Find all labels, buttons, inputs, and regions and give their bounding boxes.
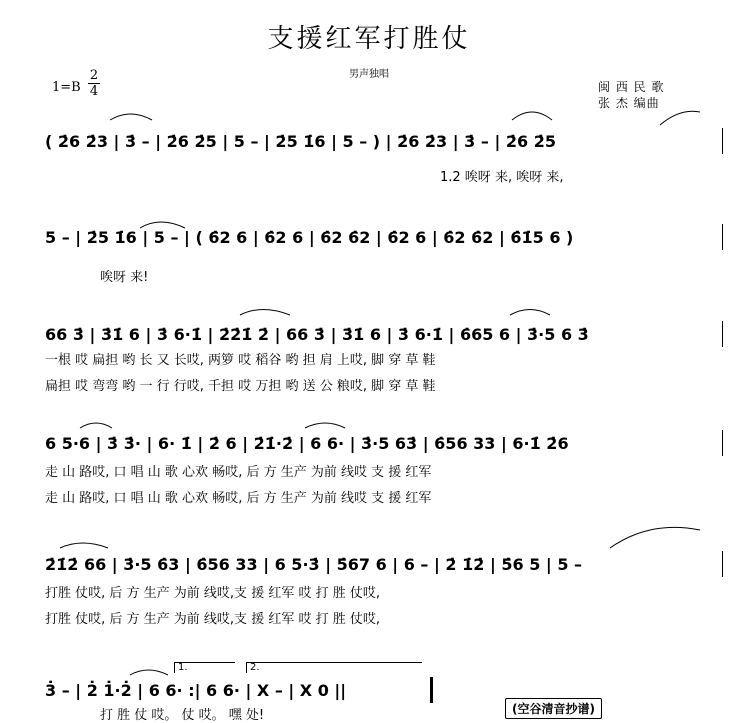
notation-row-5: 2̇1̇2̇ 66 | 3̇·5 6̇3 | 6̇56 33 | 6 5·3̇ | 5̇67 6 | 6 – | 2̇ 1̇2̇ | 5̇6 5 | 5 – (45, 555, 583, 574)
arranger-credit: 张 杰 编曲 (598, 96, 660, 110)
lyric-row-1-verse-1: 1.2 唉呀 来, 唉呀 来, (440, 170, 564, 185)
lyric-row-2-verse-1: 唉呀 来! (100, 270, 149, 285)
time-top: 2 (89, 68, 99, 83)
song-title: 支援红军打胜仗 (267, 24, 471, 54)
scribe-note: (空谷清音抄谱) (505, 698, 602, 719)
notation-row-1: ( 2̇6 2̇3 | 3̇ – | 2̇6 2̇5 | 5 – | 2̇5 1̇6 | 5 – ) | 2̇6 2̇3 | 3̇ – | 2̇6 2̇5 (45, 132, 556, 151)
notation-row-2: 5 – | 2̇5 1̇6 | 5 – | ( 6̇2 6 | 6̇2 6 | 6̇2 6̇2 | 6̇2 6 | 6̇2 6̇2 | 6̇1̇5 6 ) (45, 228, 574, 247)
lyric-row-4-verse-1: 走 山 路哎, 口 唱 山 歌 心欢 畅哎, 后 方 生产 为前 线哎 支 援 红军 (45, 465, 432, 480)
first-ending-label: 1. (178, 662, 188, 673)
time-bottom: 4 (89, 84, 99, 99)
second-ending-label: 2. (250, 662, 260, 673)
lyric-row-4-verse-2: 走 山 路哎, 口 唱 山 歌 心欢 畅哎, 后 方 生产 为前 线哎 支 援 红军 (45, 491, 432, 506)
lyric-row-6-verse-1: 打 胜 仗 哎。 仗 哎。 嘿 处! (100, 708, 265, 723)
song-source: 闽 西 民 歌 (598, 80, 665, 94)
notation-row-3: 66 3̇ | 3̇1̇ 6 | 3̇ 6·1̇ | 2̇2̇1̇ 2̇ | 66 3̇ | 3̇1̇ 6 | 3̇ 6·1̇ | 6̇65 6 | 3̇·5 6 3̇ (45, 325, 589, 344)
lyric-row-5-verse-1: 打胜 仗哎, 后 方 生产 为前 线哎,支 援 红军 哎 打 胜 仗哎, (45, 586, 380, 601)
lyric-row-5-verse-2: 打胜 仗哎, 后 方 生产 为前 线哎,支 援 红军 哎 打 胜 仗哎, (45, 612, 380, 627)
notation-row-4: 6 5·6 | 3̇ 3̇· | 6· 1̇ | 2̇ 6 | 2̇1̇·2̇ | 6 6· | 3̇·5 63̇ | 6̇56 33 | 6·1̇ 2̇6 (45, 434, 569, 453)
key-signature: 1=B (52, 80, 81, 95)
notation-row-6: 3̇ – | 2̇ 1̇·2̇ | 6 6· :| 6 6· | X – | X 0 || (45, 681, 347, 700)
lyric-row-3-verse-1: 一根 哎 扁担 哟 长 又 长哎, 两箩 哎 稻谷 哟 担 肩 上哎, 脚 穿 草 鞋 (45, 353, 436, 368)
performance-type: 男声独唱 (349, 69, 389, 80)
lyric-row-3-verse-2: 扁担 哎 弯弯 哟 一 行 行哎, 千担 哎 万担 哟 送 公 粮哎, 脚 穿 草 鞋 (45, 379, 436, 394)
